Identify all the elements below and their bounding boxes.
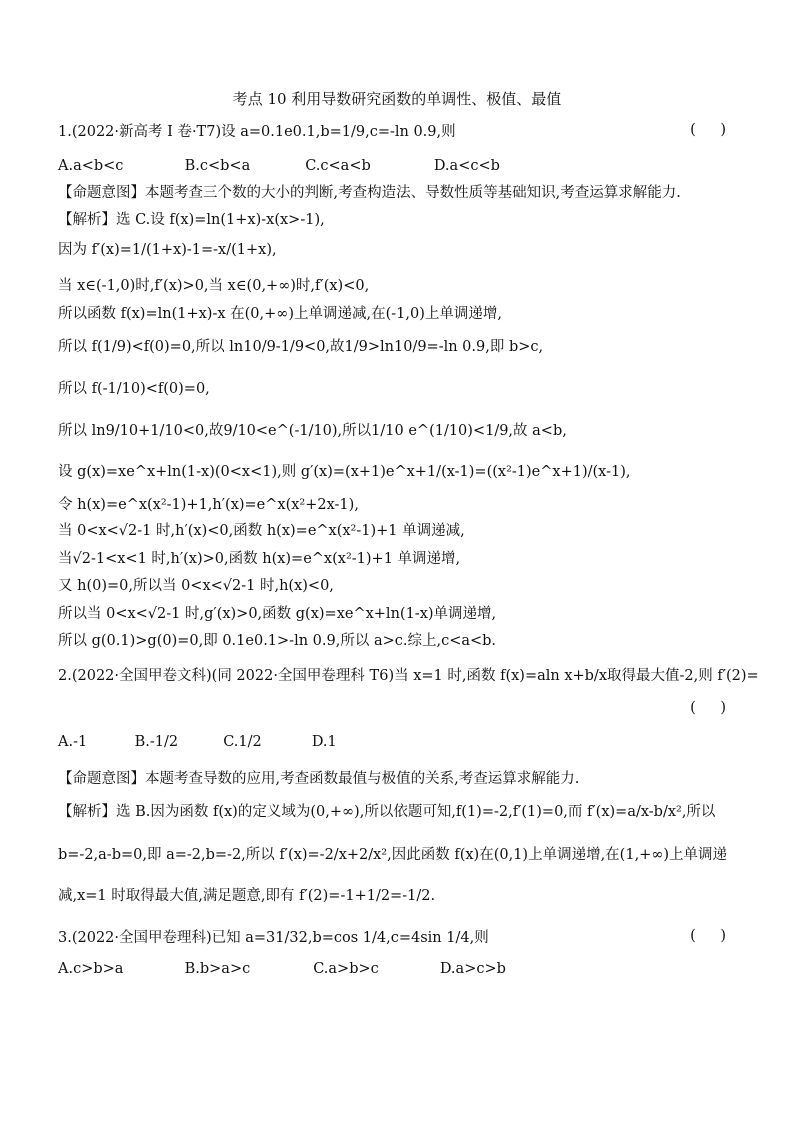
q2-intent: 【命题意图】本题考查导数的应用,考查函数最值与极值的关系,考查运算求解能力. <box>58 771 580 787</box>
q2-option-c: C.1/2 <box>223 734 262 750</box>
q2-answer-paren: ( ) <box>690 700 736 716</box>
q1-analysis-line-7: 所以 ln9/10+1/10<0,故9/10<e^(-1/10),所以1/10 e^(1/10)<1/9,故 a<b, <box>58 423 567 439</box>
q1-analysis-line-8: 设 g(x)=xe^x+ln(1-x)(0<x<1),则 g′(x)=(x+1)e^x+1/(x-1)=((x²-1)e^x+1)/(x-1), <box>58 464 631 480</box>
q1-analysis-line-2: 因为 f′(x)=1/(1+x)-1=-x/(1+x), <box>58 242 277 258</box>
q3-options <box>58 961 506 977</box>
q2-analysis-line-2: b=-2,a-b=0,即 a=-2,b=-2,所以 f′(x)=-2/x+2/x²,因此函数 f(x)在(0,1)上单调递增,在(1,+∞)上单调递 <box>58 847 728 863</box>
q1-analysis-line-1: 【解析】选 C.设 f(x)=ln(1+x)-x(x>-1), <box>58 212 325 228</box>
q1-option-a: A.a<b<c <box>58 158 124 174</box>
q2-options <box>58 734 337 750</box>
q3-stem: 3.(2022·全国甲卷理科)已知 a=31/32,b=cos 1/4,c=4sin 1/4,则 <box>58 930 489 946</box>
q1-stem: 1.(2022·新高考 I 卷·T7)设 a=0.1e0.1,b=1/9,c=-ln 0.9,则 <box>58 124 456 140</box>
q1-analysis-line-12: 又 h(0)=0,所以当 0<x<√2-1 时,h(x)<0, <box>58 578 334 594</box>
q3-option-a: A.c>b>a <box>58 961 124 977</box>
q1-analysis-line-4: 所以函数 f(x)=ln(1+x)-x 在(0,+∞)上单调递减,在(-1,0)上单调递增, <box>58 306 503 322</box>
q3-option-d: D.a>c>b <box>439 961 506 977</box>
q1-intent: 【命题意图】本题考查三个数的大小的判断,考查构造法、导数性质等基础知识,考查运算求解能力. <box>58 185 681 201</box>
q1-analysis-line-11: 当√2-1<x<1 时,h′(x)>0,函数 h(x)=e^x(x²-1)+1 单调递增, <box>58 551 461 567</box>
q3-option-b: B.b>a>c <box>184 961 251 977</box>
q3-option-c: C.a>b>c <box>313 961 379 977</box>
q2-option-d: D.1 <box>311 734 337 750</box>
q1-analysis-line-6: 所以 f(-1/10)<f(0)=0, <box>58 381 210 397</box>
q1-options <box>58 158 500 174</box>
q1-analysis-line-9: 令 h(x)=e^x(x²-1)+1,h′(x)=e^x(x²+2x-1), <box>58 497 359 513</box>
q2-analysis-line-1: 【解析】选 B.因为函数 f(x)的定义域为(0,+∞),所以依题可知,f(1)=-2,f′(1)=0,而 f′(x)=a/x-b/x²,所以 <box>58 804 716 820</box>
q2-stem: 2.(2022·全国甲卷文科)(同 2022·全国甲卷理科 T6)当 x=1 时,函数 f(x)=aln x+b/x取得最大值-2,则 f′(2)= <box>58 668 759 684</box>
q1-analysis-line-14: 所以 g(0.1)>g(0)=0,即 0.1e0.1>-ln 0.9,所以 a>c.综上,c<a<b. <box>58 633 497 649</box>
q2-option-a: A.-1 <box>58 734 88 750</box>
q2-analysis-line-3: 减,x=1 时取得最大值,满足题意,即有 f′(2)=-1+1/2=-1/2. <box>58 888 436 904</box>
q1-analysis-line-13: 所以当 0<x<√2-1 时,g′(x)>0,函数 g(x)=xe^x+ln(1-x)单调递增, <box>58 606 497 622</box>
q1-answer-paren: ( ) <box>690 122 736 138</box>
page-title: 考点 10 利用导数研究函数的单调性、极值、最值 <box>232 90 562 108</box>
q1-analysis-line-10: 当 0<x<√2-1 时,h′(x)<0,函数 h(x)=e^x(x²-1)+1 单调递减, <box>58 523 465 539</box>
q1-analysis-line-5: 所以 f(1/9)<f(0)=0,所以 ln10/9-1/9<0,故1/9>ln10/9=-ln 0.9,即 b>c, <box>58 339 544 355</box>
q3-answer-paren: ( ) <box>690 928 736 944</box>
q1-option-b: B.c<b<a <box>184 158 251 174</box>
q1-analysis-line-3: 当 x∈(-1,0)时,f′(x)>0,当 x∈(0,+∞)时,f′(x)<0, <box>58 278 370 294</box>
q2-option-b: B.-1/2 <box>134 734 179 750</box>
q1-option-d: D.a<c<b <box>433 158 500 174</box>
q1-option-c: C.c<a<b <box>305 158 371 174</box>
